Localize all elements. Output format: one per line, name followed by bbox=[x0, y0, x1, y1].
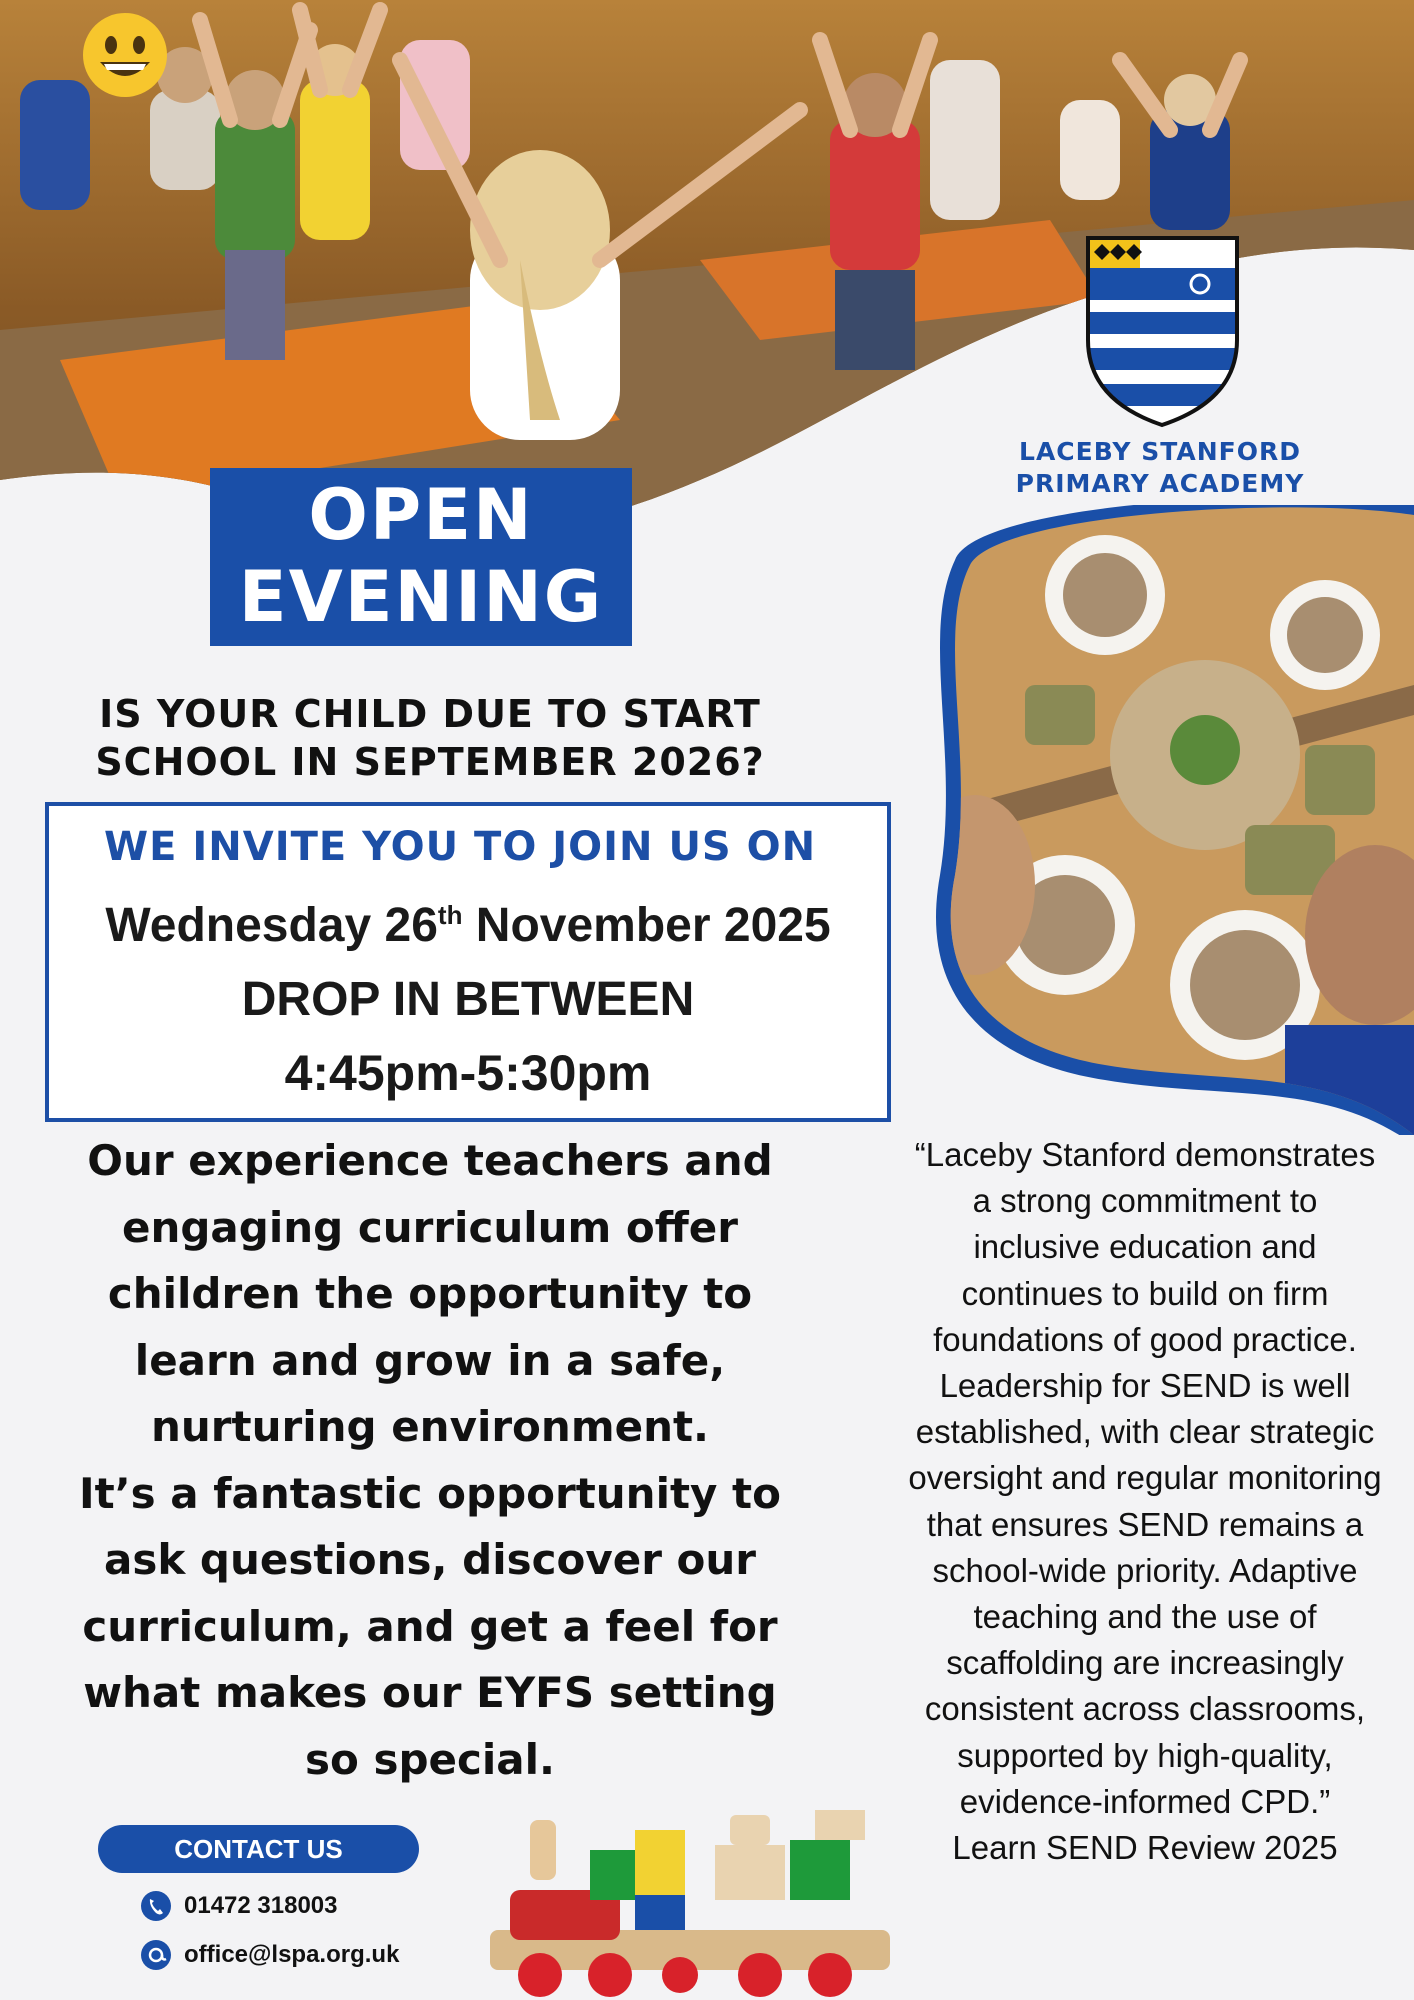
contact-phone[interactable]: 01472 318003 bbox=[184, 1892, 338, 1919]
quote-text: “Laceby Stanford demonstrates a strong commitment to inclusive education and continues to build on firm foundations of good practice. Leadership for SEND is well established, with clear strategic oversight and regular monitoring that ensures SEND remains a school-wide priority. Adaptive teaching and the use of scaffolding are increasingly consistent across classrooms, supported by high-quality, evidence-informed CPD.” bbox=[908, 1136, 1382, 1820]
school-name-line1: LACEBY STANFORD bbox=[1019, 437, 1301, 466]
invitation-box bbox=[45, 802, 891, 1122]
body-paragraph-1: Our experience teachers and engaging curriculum offer children the opportunity to learn and grow in a safe, nurturing environment. bbox=[87, 1136, 773, 1451]
event-date bbox=[49, 898, 887, 953]
event-time: 4:45pm-5:30pm bbox=[284, 1045, 652, 1101]
body-text bbox=[60, 1128, 800, 1793]
body-paragraph-2: It’s a fantastic opportunity to ask questions, discover our curriculum, and get a feel for what makes our EYFS setting so special. bbox=[78, 1468, 781, 1784]
event-date-month-year: November 2025 bbox=[462, 899, 831, 952]
toy-train-image bbox=[470, 1800, 920, 2000]
review-quote bbox=[905, 1132, 1385, 1871]
email-icon bbox=[140, 1939, 172, 1971]
classroom-photo bbox=[905, 505, 1414, 1135]
quote-source: Learn SEND Review 2025 bbox=[952, 1829, 1338, 1867]
school-crest-logo bbox=[1080, 230, 1245, 430]
contact-phone-row[interactable] bbox=[140, 1889, 338, 1923]
invite-text: WE INVITE YOU TO JOIN US ON bbox=[104, 824, 817, 870]
open-evening-banner bbox=[210, 468, 632, 646]
drop-in-text: DROP IN BETWEEN bbox=[241, 973, 695, 1026]
phone-icon bbox=[140, 1890, 172, 1922]
school-name-line2: PRIMARY ACADEMY bbox=[1015, 469, 1305, 498]
start-school-question bbox=[80, 690, 780, 786]
school-name bbox=[985, 436, 1335, 500]
grinning-face-icon bbox=[80, 10, 170, 100]
contact-us-label: CONTACT US bbox=[98, 1825, 419, 1873]
event-date-suffix: th bbox=[437, 900, 463, 930]
event-date-day: Wednesday 26 bbox=[105, 899, 438, 952]
question-line2: SCHOOL IN SEPTEMBER 2026? bbox=[95, 740, 765, 784]
contact-email-row[interactable] bbox=[140, 1938, 399, 1972]
heading-line2: EVENING bbox=[238, 556, 604, 638]
heading-line1: OPEN bbox=[308, 474, 534, 556]
question-line1: IS YOUR CHILD DUE TO START bbox=[99, 692, 761, 736]
contact-email[interactable]: office@lspa.org.uk bbox=[184, 1941, 400, 1968]
